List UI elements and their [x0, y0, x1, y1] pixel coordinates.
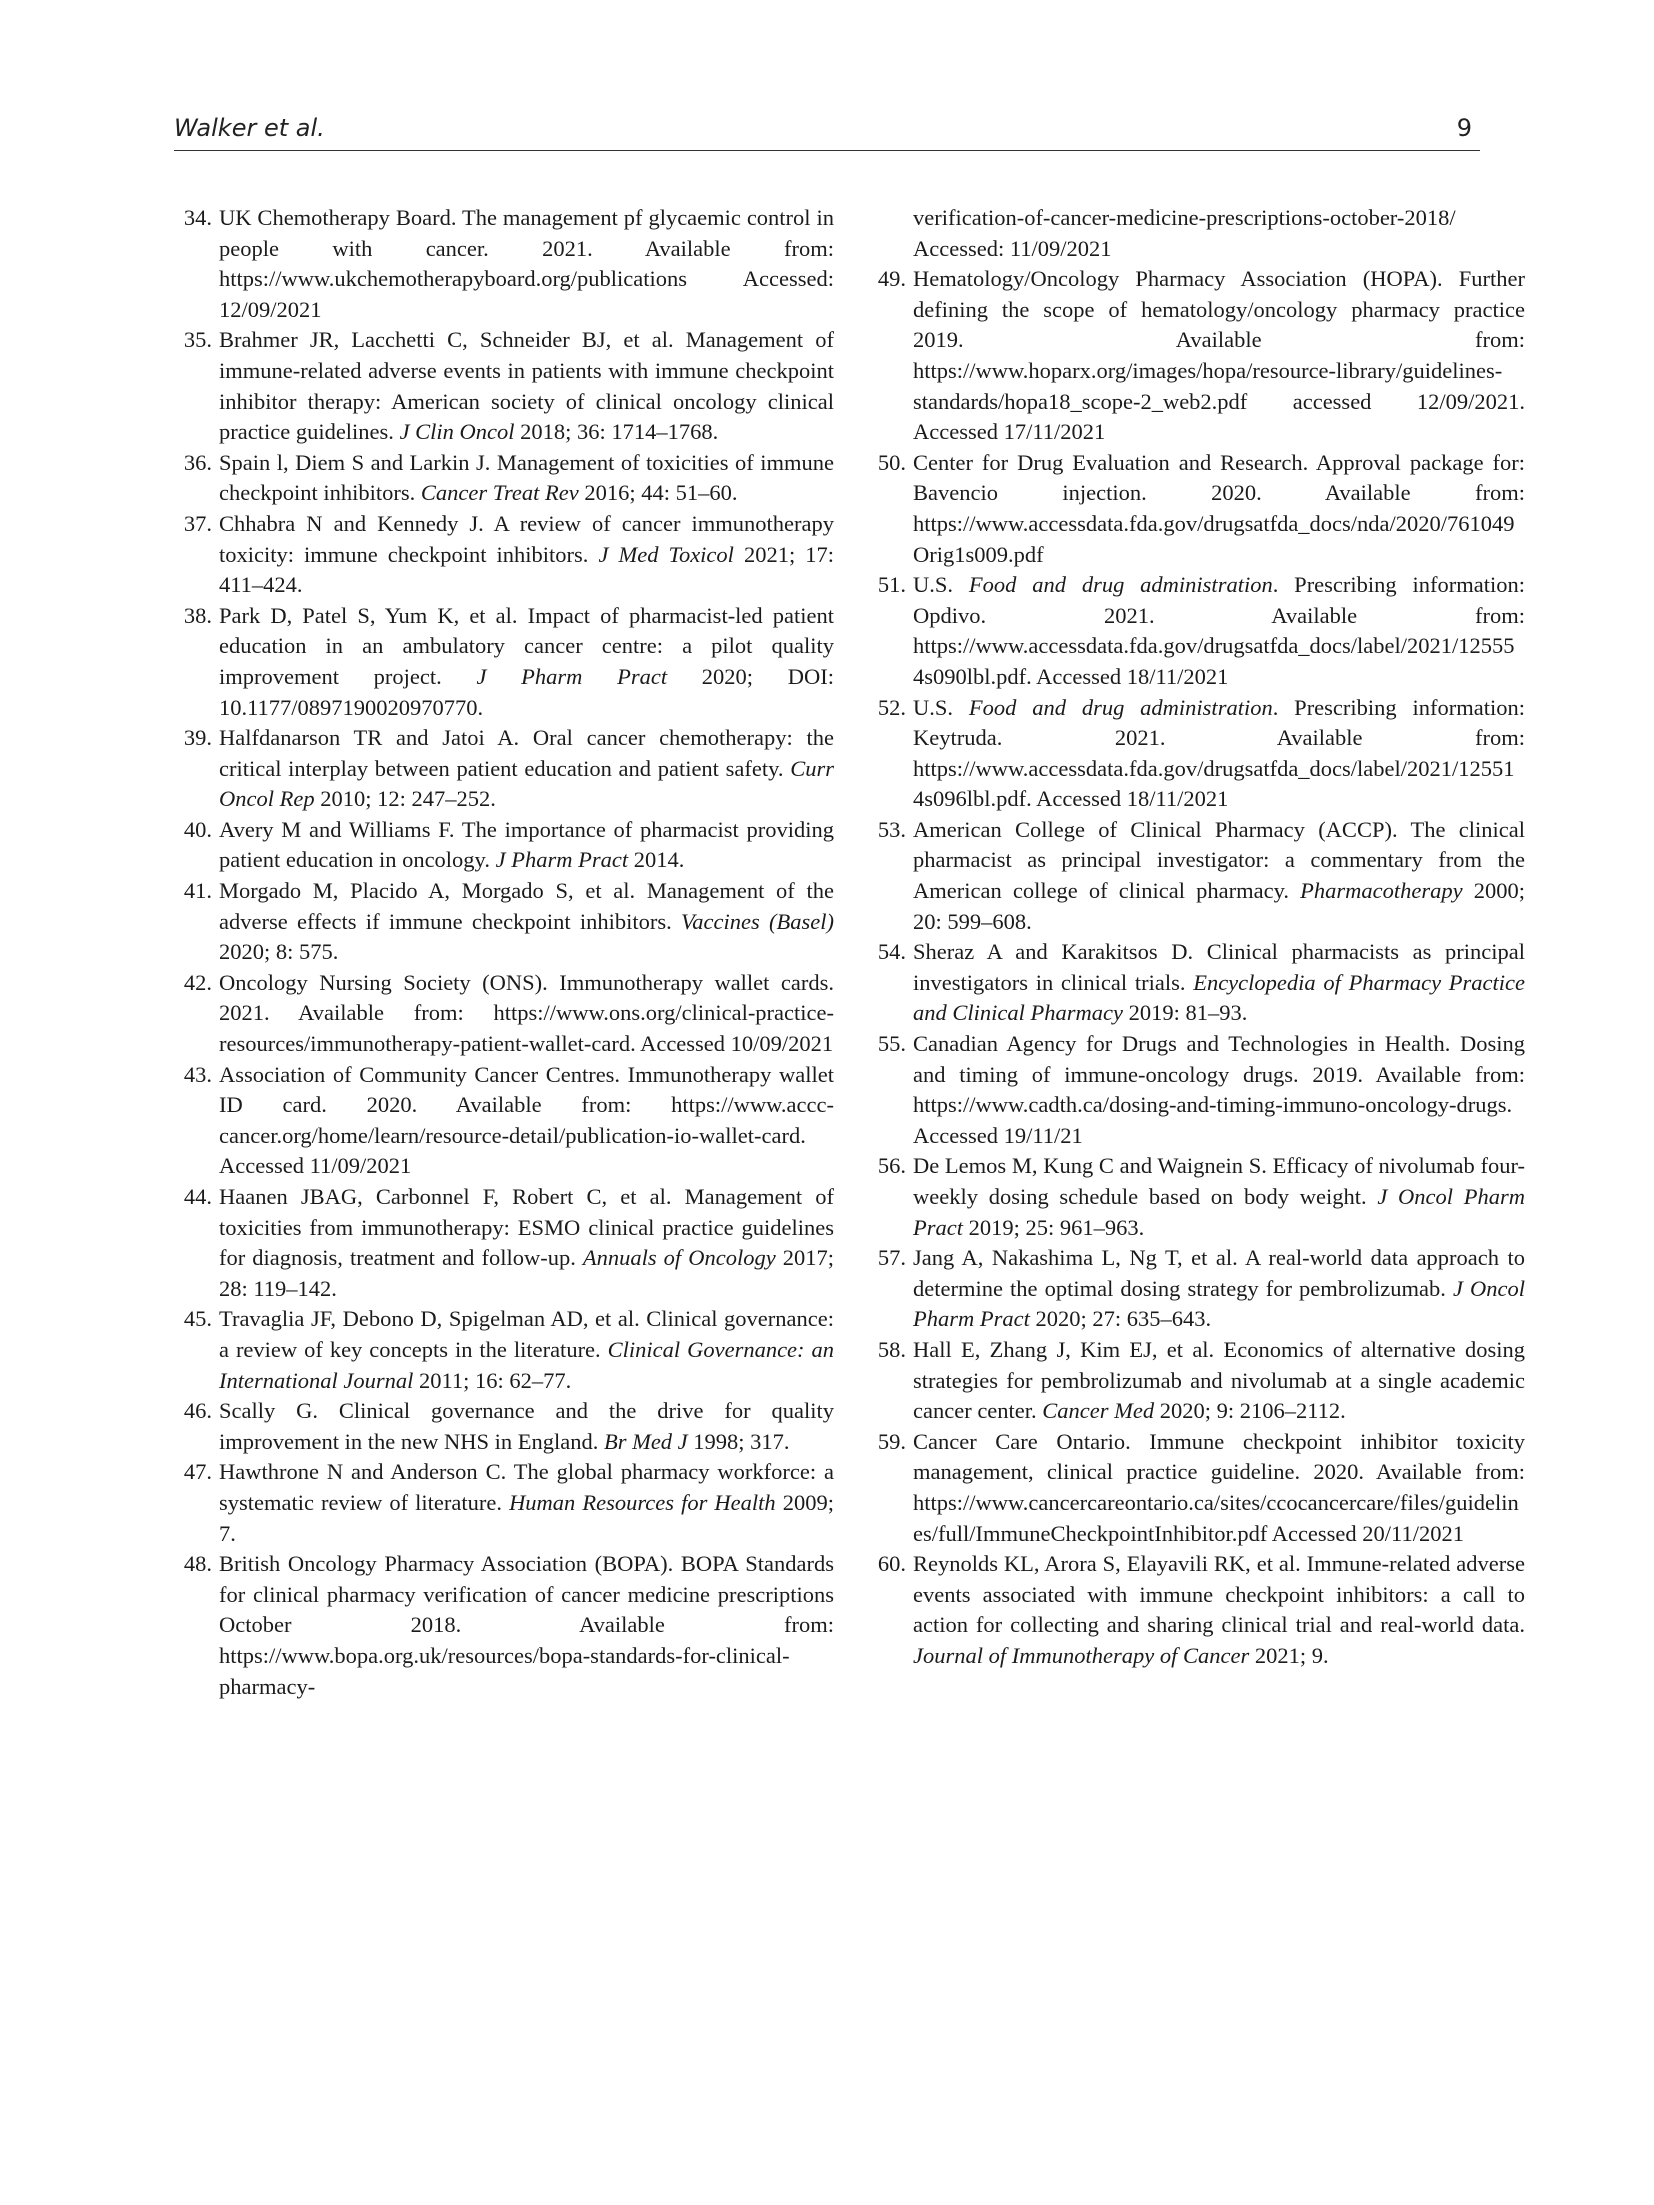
- reference-text: [219, 1549, 834, 1702]
- reference-journal: Br Med J: [603, 1428, 688, 1454]
- reference-number: 60.: [877, 1551, 906, 1577]
- reference-text: [219, 876, 834, 968]
- reference-details: . Prescribing information: Opdivo. 2021. Available from: https://www.accessdata.fda.gov/drugsatfda_docs/label/2021/125554s090lbl.pdf. Accessed 18/11/2021: [913, 572, 1525, 689]
- reference-citation: De Lemos M, Kung C and Waignein S. Efficacy of nivolumab four-weekly dosing schedule based on body weight.: [913, 1153, 1525, 1209]
- reference-journal: Pharmacotherapy: [1300, 878, 1463, 904]
- reference-citation: Hall E, Zhang J, Kim EJ, et al. Economics of alternative dosing strategies for pembrolizumab and nivolumab at a single academic cancer center.: [913, 1336, 1525, 1424]
- reference-number: 50.: [877, 449, 906, 475]
- reference-number: 35.: [183, 327, 212, 353]
- reference-number: 39.: [183, 725, 212, 751]
- reference-item: [868, 815, 1525, 937]
- reference-citation: Reynolds KL, Arora S, Elayavili RK, et al. Immune-related adverse events associated with immune checkpoint inhibitors: a call to action for collecting and sharing clinical trial and real-world data.: [913, 1551, 1525, 1638]
- reference-text: [219, 1060, 834, 1182]
- reference-text: [219, 203, 834, 325]
- reference-citation: Hematology/Oncology Pharmacy Association (HOPA). Further defining the scope of hematology/oncology pharmacy practice 2019. Available from: https://www.hoparx.org/images/hopa/resource-library/guidelines-standards/hopa18_scope-2_web2.pdf accessed 12/09/2021. Accessed 17/11/2021: [913, 266, 1525, 445]
- reference-details: 2000; 20: 599–608.: [913, 878, 1525, 934]
- reference-number: 34.: [183, 205, 212, 230]
- running-header: [174, 110, 1480, 151]
- reference-journal: Annuals of Oncology: [582, 1245, 776, 1271]
- reference-text: [913, 448, 1525, 570]
- reference-citation: Scally G. Clinical governance and the drive for quality improvement in the new NHS in England.: [219, 1398, 834, 1454]
- reference-continuation: verification-of-cancer-medicine-prescriptions-october-2018/ Accessed: 11/09/2021: [913, 205, 1456, 261]
- reference-journal: Food and drug administration: [968, 694, 1273, 720]
- reference-text: [219, 1304, 834, 1396]
- reference-details: 2019: 81–93.: [1122, 1000, 1248, 1026]
- reference-item: [868, 1427, 1525, 1549]
- reference-citation: Canadian Agency for Drugs and Technologies in Health. Dosing and timing of immune-oncology drugs. 2019. Available from: https://www.cadth.ca/dosing-and-timing-immuno-oncology-drugs. Accessed 19/11/21: [913, 1031, 1525, 1148]
- reference-item: [868, 1549, 1525, 1671]
- reference-journal: Cancer Med: [1042, 1398, 1155, 1424]
- reference-item: [174, 601, 834, 723]
- reference-details: 2021; 9.: [1249, 1642, 1329, 1668]
- reference-text: [913, 1243, 1525, 1335]
- reference-text: [913, 570, 1525, 692]
- reference-item: [174, 968, 834, 1060]
- reference-text: [913, 693, 1525, 815]
- reference-details: 2017; 28: 119–142.: [219, 1245, 834, 1301]
- reference-item: [174, 1060, 834, 1182]
- reference-text: [219, 601, 834, 723]
- reference-citation: American College of Clinical Pharmacy (ACCP). The clinical pharmacist as principal investigator: a commentary from the American college of clinical pharmacy.: [913, 816, 1525, 904]
- reference-number: 53.: [877, 816, 906, 842]
- reference-citation: Chhabra N and Kennedy J. A review of cancer immunotherapy toxicity: immune checkpoint inhibitors.: [219, 510, 834, 567]
- reference-journal: J Med Toxicol: [598, 541, 734, 567]
- reference-citation: Halfdanarson TR and Jatoi A. Oral cancer chemotherapy: the critical interplay between patient education and patient safety.: [219, 725, 834, 781]
- reference-details: 2010; 12: 247–252.: [314, 786, 496, 812]
- reference-number: 43.: [183, 1061, 212, 1087]
- reference-item: [868, 1243, 1525, 1335]
- reference-citation: Brahmer JR, Lacchetti C, Schneider BJ, et al. Management of immune-related adverse events in patients with immune checkpoint inhibitor therapy: American society of clinical oncology clinical practice guidelines.: [219, 327, 834, 445]
- reference-number: 55.: [877, 1031, 906, 1057]
- reference-item: [868, 937, 1525, 1029]
- reference-item: [174, 203, 834, 325]
- reference-item: [174, 325, 834, 447]
- reference-citation: U.S.: [913, 694, 969, 720]
- reference-details: 2020; 27: 635–643.: [1029, 1306, 1212, 1332]
- reference-number: 40.: [183, 816, 212, 842]
- reference-item: [174, 1549, 834, 1702]
- reference-journal: Encyclopedia of Pharmacy Practice and Clinical Pharmacy: [913, 969, 1525, 1026]
- references-right-column: [868, 203, 1525, 1672]
- reference-item: [868, 264, 1525, 448]
- reference-item: [174, 1457, 834, 1549]
- reference-citation: U.S.: [913, 572, 969, 598]
- reference-citation: Spain l, Diem S and Larkin J. Management of toxicities of immune checkpoint inhibitors.: [219, 449, 834, 506]
- reference-journal: Human Resources for Health: [509, 1489, 776, 1515]
- reference-text: [219, 1182, 834, 1304]
- reference-number: 42.: [183, 969, 212, 995]
- reference-item: [868, 693, 1525, 815]
- reference-item: [174, 1396, 834, 1457]
- reference-text: [913, 1549, 1525, 1671]
- reference-item: [868, 1151, 1525, 1243]
- reference-details: . Prescribing information: Keytruda. 2021. Available from: https://www.accessdata.fda.gov/drugsatfda_docs/label/2021/125514s096lbl.pdf. Accessed 18/11/2021: [913, 694, 1525, 812]
- reference-item: [174, 509, 834, 601]
- reference-number: 54.: [877, 939, 906, 965]
- reference-number: 49.: [877, 266, 906, 292]
- reference-journal: Curr Oncol Rep: [219, 755, 834, 812]
- reference-journal: Food and drug administration: [968, 572, 1273, 598]
- reference-journal: Clinical Governance: an International Journal: [219, 1336, 834, 1393]
- reference-details: 2018; 36: 1714–1768.: [514, 419, 719, 445]
- reference-details: 2016; 44: 51–60.: [578, 480, 738, 506]
- reference-details: 2009; 7.: [219, 1489, 834, 1546]
- page-number: 9: [1456, 114, 1472, 142]
- reference-details: 2019; 25: 961–963.: [963, 1214, 1145, 1240]
- reference-number: 44.: [183, 1184, 212, 1209]
- reference-item: [174, 1304, 834, 1396]
- reference-item: [868, 570, 1525, 692]
- reference-number: 48.: [183, 1551, 212, 1577]
- reference-number: 59.: [877, 1428, 906, 1454]
- reference-journal: J Pharm Pract: [476, 663, 668, 689]
- references-left-column: [174, 203, 834, 1702]
- reference-text: [219, 1457, 834, 1549]
- reference-text: [219, 509, 834, 601]
- reference-citation: Association of Community Cancer Centres. Immunotherapy wallet ID card. 2020. Available from: https://www.accc-cancer.org/home/learn/resource-detail/publication-io-wallet-card. Accessed 11/09/2021: [219, 1061, 834, 1179]
- reference-details: 2021; 17: 411–424.: [219, 541, 835, 598]
- reference-journal: J Pharm Pract: [495, 847, 629, 873]
- reference-number: 56.: [877, 1153, 906, 1179]
- reference-text: [913, 1151, 1525, 1243]
- reference-details: 2020; DOI: 10.1177/0897190020970770.: [219, 663, 834, 720]
- reference-number: 57.: [877, 1245, 906, 1271]
- reference-number: 45.: [183, 1306, 212, 1332]
- reference-item: [868, 1335, 1525, 1427]
- reference-citation: Sheraz A and Karakitsos D. Clinical pharmacists as principal investigators in clinical trials.: [913, 939, 1525, 995]
- reference-journal: Journal of Immunotherapy of Cancer: [913, 1642, 1250, 1668]
- reference-text: [913, 264, 1525, 448]
- reference-citation: UK Chemotherapy Board. The management pf glycaemic control in people with cancer. 2021. Available from: https://www.ukchemotherapyboard.org/publications Accessed: 12/09/2021: [219, 205, 834, 322]
- reference-journal: Vaccines (Basel): [681, 908, 834, 934]
- reference-details: 2011; 16: 62–77.: [413, 1367, 572, 1393]
- reference-citation: Jang A, Nakashima L, Ng T, et al. A real-world data approach to determine the optimal dosing strategy for pembrolizumab.: [913, 1245, 1525, 1301]
- reference-number: 52.: [877, 694, 906, 720]
- reference-text: [219, 1396, 834, 1457]
- reference-citation: Haanen JBAG, Carbonnel F, Robert C, et al. Management of toxicities from immunotherapy: ESMO clinical practice guidelines for diagnosis, treatment and follow-up.: [219, 1184, 834, 1271]
- reference-item: [174, 448, 834, 509]
- reference-citation: Hawthrone N and Anderson C. The global pharmacy workforce: a systematic review of literature.: [219, 1459, 834, 1515]
- reference-text: [219, 448, 834, 509]
- reference-journal: J Oncol Pharm Pract: [913, 1184, 1525, 1240]
- reference-text: [219, 325, 834, 447]
- reference-journal: J Oncol Pharm Pract: [913, 1275, 1525, 1332]
- reference-item: [174, 723, 834, 815]
- reference-text: [913, 1029, 1525, 1151]
- reference-number: 38.: [183, 602, 212, 628]
- reference-item: [868, 448, 1525, 570]
- reference-details: 1998; 317.: [687, 1428, 790, 1454]
- reference-journal: Cancer Treat Rev: [420, 480, 579, 506]
- reference-item: [868, 1029, 1525, 1151]
- reference-citation: Avery M and Williams F. The importance of pharmacist providing patient education in oncology.: [219, 816, 834, 873]
- reference-citation: Park D, Patel S, Yum K, et al. Impact of pharmacist-led patient education in an ambulatory cancer centre: a pilot quality improvement project.: [219, 602, 834, 689]
- reference-number: 36.: [183, 449, 212, 475]
- reference-text: [219, 815, 834, 876]
- reference-number: 58.: [877, 1336, 906, 1362]
- reference-citation: Morgado M, Placido A, Morgado S, et al. Management of the adverse effects if immune checkpoint inhibitors.: [219, 878, 834, 934]
- reference-details: 2020; 8: 575.: [219, 939, 339, 965]
- reference-number: 47.: [183, 1459, 212, 1485]
- reference-text: [219, 968, 834, 1060]
- reference-citation: Travaglia JF, Debono D, Spigelman AD, et al. Clinical governance: a review of key concepts in the literature.: [219, 1306, 834, 1362]
- reference-number: 51.: [877, 572, 906, 598]
- reference-text: [913, 815, 1525, 937]
- reference-text: [913, 937, 1525, 1029]
- reference-text: [913, 1335, 1525, 1427]
- reference-item: [174, 1182, 834, 1304]
- reference-journal: J Clin Oncol: [399, 419, 515, 445]
- running-header-author: Walker et al.: [174, 114, 325, 142]
- reference-number: 41.: [183, 878, 212, 904]
- reference-number: 46.: [183, 1398, 212, 1424]
- reference-citation: British Oncology Pharmacy Association (BOPA). BOPA Standards for clinical pharmacy verification of cancer medicine prescriptions October 2018. Available from: https://www.bopa.org.uk/resources/bopa-standards-for-clinical-pharmacy-: [219, 1551, 834, 1699]
- reference-number: 37.: [183, 510, 212, 536]
- reference-text: [913, 1427, 1525, 1549]
- reference-item: [174, 815, 834, 876]
- reference-citation: Cancer Care Ontario. Immune checkpoint inhibitor toxicity management, clinical practice guideline. 2020. Available from: https://www.cancercareontario.ca/sites/ccocancercare/files/guidelines/full/ImmuneCheckpointInhibitor.pdf Accessed 20/11/2021: [913, 1428, 1525, 1546]
- reference-details: 2014.: [628, 847, 685, 873]
- reference-citation: Center for Drug Evaluation and Research. Approval package for: Bavencio injection. 2020. Available from: https://www.accessdata.fda.gov/drugsatfda_docs/nda/2020/761049Orig1s009.pdf: [913, 449, 1525, 567]
- reference-details: 2020; 9: 2106–2112.: [1154, 1398, 1346, 1424]
- reference-citation: Oncology Nursing Society (ONS). Immunotherapy wallet cards. 2021. Available from: https://www.ons.org/clinical-practice-resources/immunotherapy-patient-wallet-card. Accessed 10/09/2021: [219, 969, 834, 1057]
- reference-text: [219, 723, 834, 815]
- reference-item: [174, 876, 834, 968]
